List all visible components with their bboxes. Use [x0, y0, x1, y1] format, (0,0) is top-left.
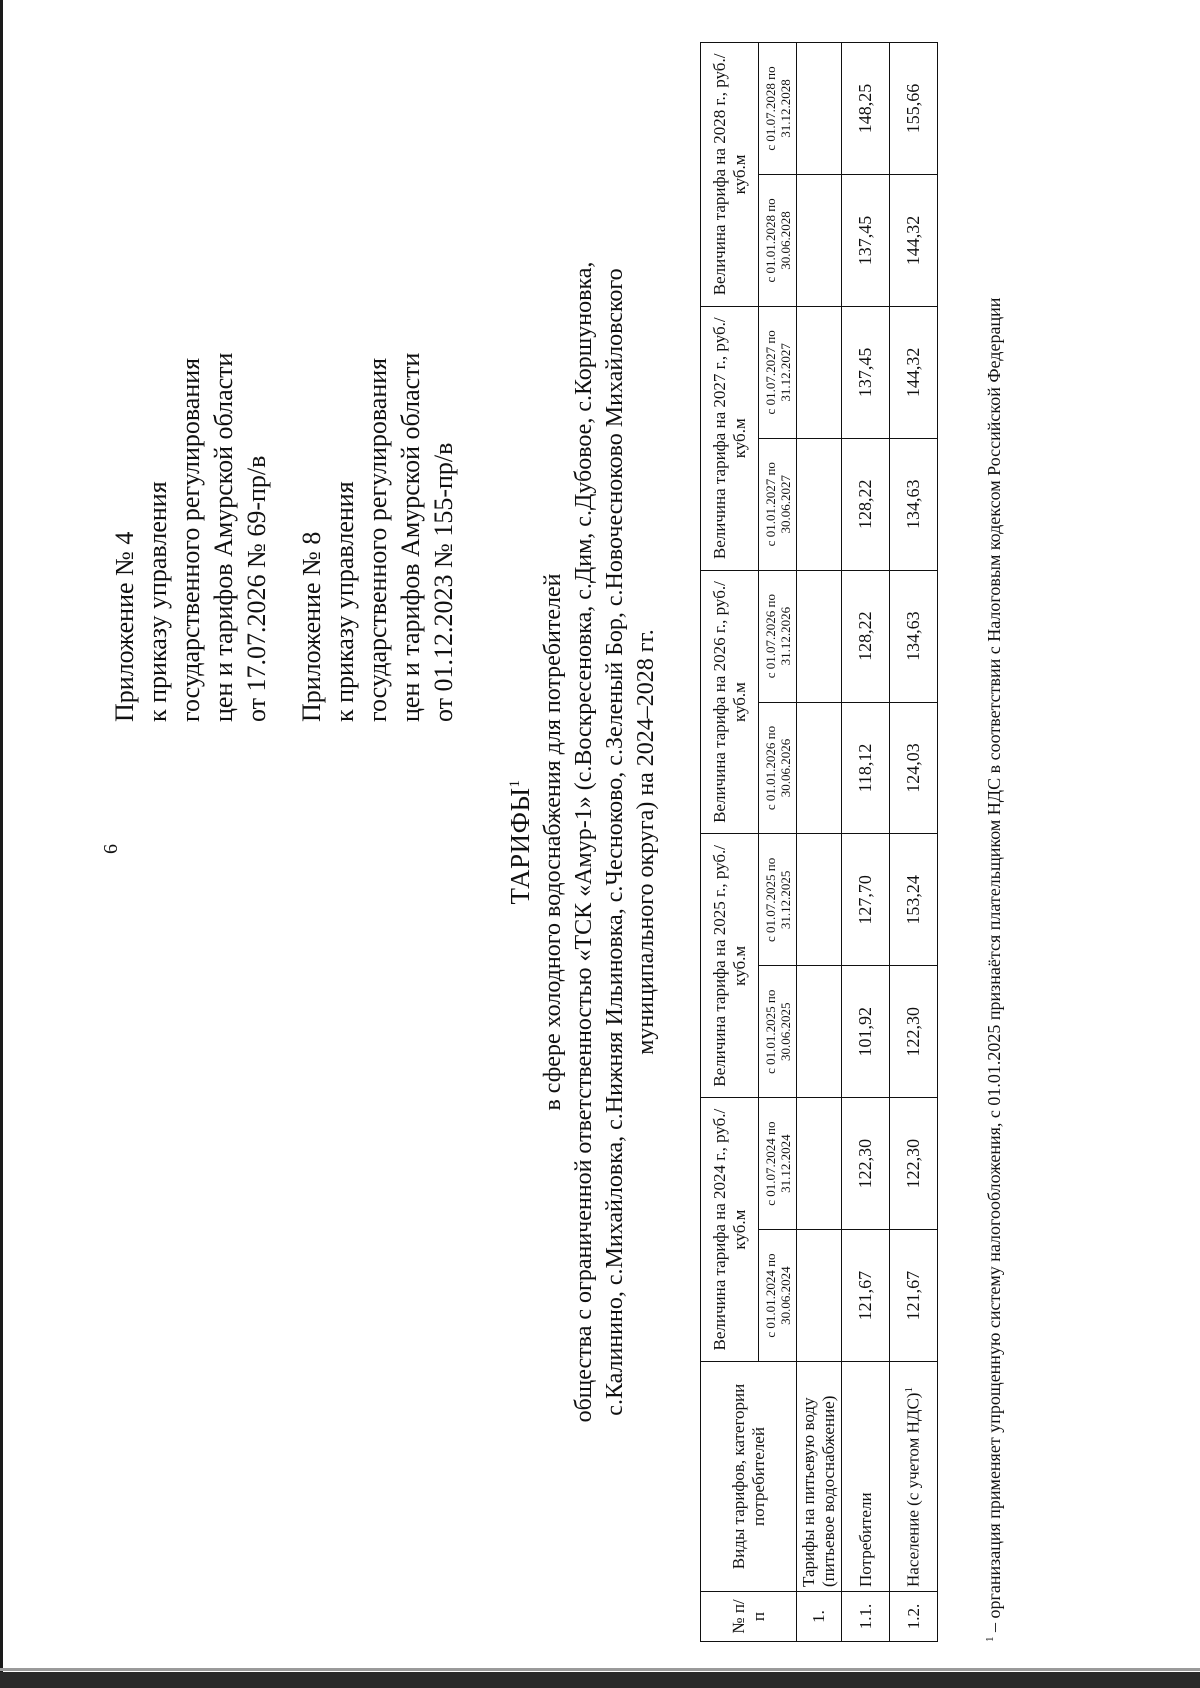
rotated-page — [20, 12, 1180, 1672]
period-header: с 01.01.2024 по 30.06.2024 — [759, 1230, 797, 1362]
table-row — [890, 43, 938, 1642]
row-number: 1. — [797, 1592, 842, 1642]
year-group-header: Величина тарифа на 2026 г., руб./куб.м — [701, 570, 759, 834]
num-column-header: № п/п — [701, 1592, 797, 1642]
period-header: с 01.01.2028 по 30.06.2028 — [759, 174, 797, 306]
tariff-value: 121,67 — [890, 1230, 938, 1362]
footnote — [978, 42, 1006, 1642]
tariff-value: 155,66 — [890, 43, 938, 175]
footnote-text: – организация применяет упрощенную систему налогообложения, с 01.01.2025 признаётся плательщиком НДС в соответствии с Налоговым кодексом Российской Федерации — [984, 297, 1004, 1637]
table-row — [797, 43, 842, 1642]
year-group-header: Величина тарифа на 2028 г., руб./куб.м — [701, 43, 759, 307]
scan-edge-left — [0, 0, 3, 1688]
period-header: с 01.07.2025 по 31.12.2025 — [759, 834, 797, 966]
tariff-value: 127,70 — [842, 834, 890, 966]
table-header-row — [701, 43, 759, 1642]
document-title — [505, 12, 536, 1672]
row-number: 1.1. — [842, 1592, 890, 1642]
appendix-original-line: от 01.12.2023 № 155-пр/в — [429, 442, 458, 722]
title-footnote-mark: 1 — [507, 779, 523, 788]
appendix-current-line: от 17.07.2026 № 69-пр/в — [242, 455, 271, 722]
appendix-current-line: государственного регулирования — [176, 357, 205, 722]
tariff-value: 128,22 — [842, 570, 890, 702]
page-number: 6 — [100, 844, 122, 854]
footnote-mark: 1 — [984, 1636, 996, 1642]
tariff-value: 134,63 — [890, 438, 938, 570]
year-group-header: Величина тарифа на 2027 г., руб./куб.м — [701, 306, 759, 570]
tariff-value: 118,12 — [842, 702, 890, 834]
tariff-value: 101,92 — [842, 966, 890, 1098]
tariff-value: 137,45 — [842, 306, 890, 438]
tariff-value: 153,24 — [890, 834, 938, 966]
appendix-current-line: цен и тарифов Амурской области — [209, 352, 238, 722]
row-number: 1.2. — [890, 1592, 938, 1642]
tariff-value: 134,63 — [890, 570, 938, 702]
appendix-original — [295, 42, 460, 722]
tariff-value: 144,32 — [890, 174, 938, 306]
period-header: с 01.07.2024 по 31.12.2024 — [759, 1098, 797, 1230]
tariffs-table — [700, 42, 938, 1642]
appendix-current — [108, 42, 273, 722]
period-header: с 01.07.2028 по 31.12.2028 — [759, 43, 797, 175]
scan-edge-bottom — [0, 1672, 1200, 1688]
tariff-value: 144,32 — [890, 306, 938, 438]
subtitle-line: муниципального округа) на 2024–2028 гг. — [633, 629, 659, 1055]
subtitle-line: с.Калинино, с.Михайловка, с.Нижняя Ильиновка, с.Чесноково, с.Зеленый Бор, с.Новочесноково Михайловского — [602, 268, 628, 1416]
appendix-original-line: цен и тарифов Амурской области — [396, 352, 425, 722]
category-footnote-mark: 1 — [903, 1387, 916, 1393]
period-header: с 01.01.2027 по 30.06.2027 — [759, 438, 797, 570]
row-category — [890, 1362, 938, 1592]
subtitle-line: общества с ограниченной ответственностью «ТСК «Амур-1» (с.Воскресеновка, с.Дим, с.Дубовое, с.Коршуновка, — [571, 261, 597, 1423]
period-header: с 01.01.2025 по 30.06.2025 — [759, 966, 797, 1098]
tariff-value: 137,45 — [842, 174, 890, 306]
row-category: Потребители — [842, 1362, 890, 1592]
table-row — [842, 43, 890, 1642]
appendix-current-line: Приложение № 4 — [110, 531, 139, 722]
row-category: Тарифы на питьевую воду (питьевое водоснабжение) — [797, 1362, 842, 1592]
tariff-value: 124,03 — [890, 702, 938, 834]
document-subtitle — [538, 62, 662, 1622]
tariff-value: 148,25 — [842, 43, 890, 175]
period-header: с 01.01.2026 по 30.06.2026 — [759, 702, 797, 834]
title-text: ТАРИФЫ — [505, 787, 535, 905]
year-group-header: Величина тарифа на 2024 г., руб./куб.м — [701, 1098, 759, 1362]
tariff-value: 128,22 — [842, 438, 890, 570]
subtitle-line: в сфере холодного водоснабжения для потребителей — [540, 573, 566, 1111]
tariff-value: 122,30 — [890, 1098, 938, 1230]
row-category-text: Население (с учетом НДС) — [903, 1392, 923, 1587]
period-header: с 01.07.2027 по 31.12.2027 — [759, 306, 797, 438]
appendix-original-line: Приложение № 8 — [297, 531, 326, 722]
category-column-header: Виды тарифов, категории потребителей — [701, 1362, 797, 1592]
appendix-original-line: к приказу управления — [330, 481, 359, 722]
tariff-value: 122,30 — [890, 966, 938, 1098]
tariff-value: 121,67 — [842, 1230, 890, 1362]
period-header: с 01.07.2026 по 31.12.2026 — [759, 570, 797, 702]
year-group-header: Величина тарифа на 2025 г., руб./куб.м — [701, 834, 759, 1098]
appendix-current-line: к приказу управления — [143, 481, 172, 722]
tariff-value: 122,30 — [842, 1098, 890, 1230]
appendix-original-line: государственного регулирования — [363, 357, 392, 722]
